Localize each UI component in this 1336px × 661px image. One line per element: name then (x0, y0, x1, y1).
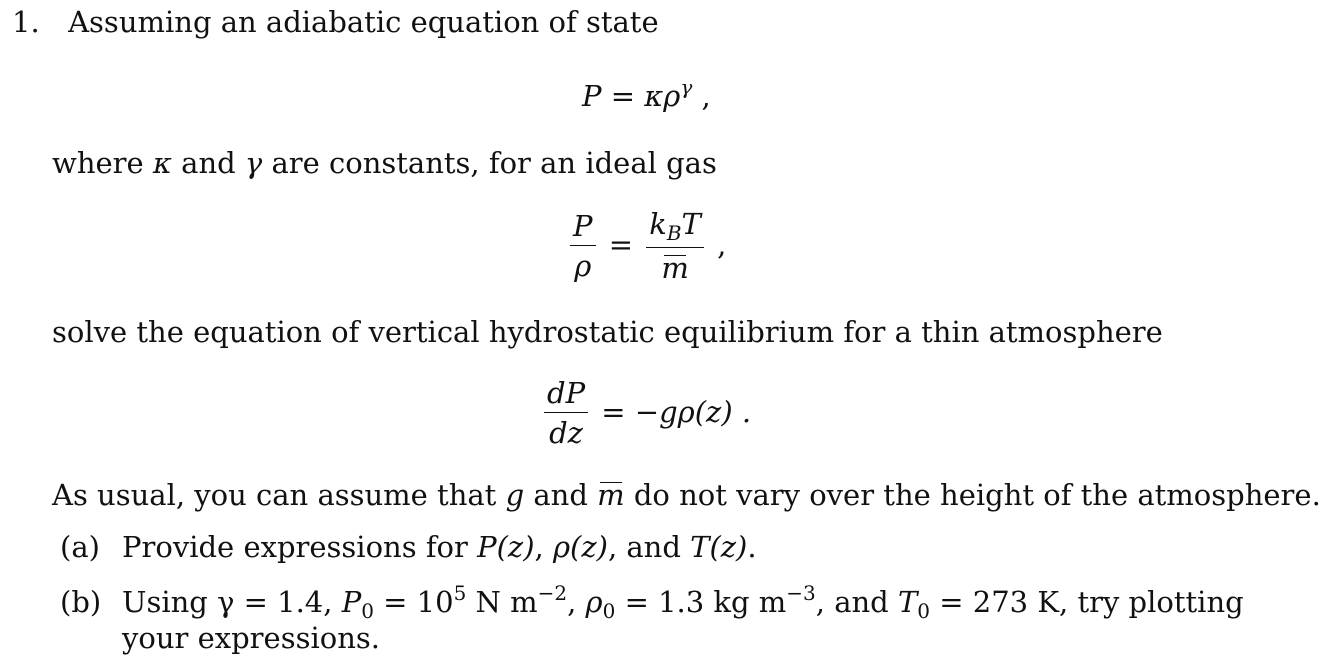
part-b-t-value: = 273 K, try plotting (939, 585, 1244, 619)
problem-intro-line (12, 6, 659, 39)
eq2-t: T (681, 207, 701, 241)
eq2-den-right (646, 248, 704, 285)
eq3-denominator: dz (549, 416, 583, 451)
part-b-rho-value: = 1.3 kg m (624, 585, 787, 619)
problem-number: 1. (12, 5, 40, 39)
usual-g: g (505, 478, 525, 512)
part-a-comma: , (534, 530, 544, 564)
usual-mbar: m (597, 478, 625, 512)
part-b-rho: ρ (585, 585, 603, 619)
part-b-line-2: your expressions. (122, 621, 380, 655)
part-b-gamma: γ = 1.4, (217, 585, 333, 619)
where-line (52, 147, 717, 180)
part-b-rho-sub: 0 (602, 599, 616, 623)
usual-text-2: and (533, 478, 588, 512)
where-text-2: and (181, 146, 236, 180)
eq2-equals: = (608, 227, 634, 262)
where-text-1: where (52, 146, 144, 180)
eq2-num-left: P (570, 210, 596, 246)
part-b-t-sub: 0 (917, 599, 931, 623)
part-b-p-unit-exp: −2 (537, 581, 568, 605)
eq1-equals: = (610, 79, 636, 113)
eq1-kappa: κ (644, 79, 664, 113)
part-a-and: , and (607, 530, 681, 564)
part-b-label: (b) (60, 585, 102, 619)
eq2-den-left: ρ (574, 249, 592, 284)
part-b-p-sub: 0 (361, 599, 374, 623)
eq2-fraction-left (570, 210, 596, 284)
eq3-fraction (544, 377, 588, 451)
part-b-t: T (897, 585, 918, 619)
part-b: (b) Using γ = 1.4, $P_0 = 10^5$ N $m^{-2}$, $\rho_0 = 1.3$ kg $m^{-3}$, and $T_0 = 273$ K, try plotting (60, 581, 1244, 623)
part-a (60, 531, 757, 564)
eq1-exponent: γ (680, 75, 693, 99)
usual-text-3: do not vary over the height of the atmosphere. (633, 478, 1321, 512)
part-b-p: P (341, 585, 362, 619)
where-gamma: γ (244, 146, 263, 180)
eq2-mbar: m (661, 251, 689, 285)
equation-ideal-gas (566, 208, 726, 285)
equation-adiabatic (582, 76, 711, 113)
usual-text-1: As usual, you can assume that (52, 478, 497, 512)
eq1-comma: , (701, 79, 711, 113)
part-b-text-1: Using (122, 585, 208, 619)
eq2-comma: , (717, 227, 727, 262)
eq3-numerator: dP (544, 377, 588, 413)
solve-line: solve the equation of vertical hydrostatic equilibrium for a thin atmosphere (52, 315, 1163, 349)
part-a-rhoz: ρ(z) (552, 530, 608, 564)
part-b-p-unit: N m (475, 585, 538, 619)
part-a-period: . (747, 530, 757, 564)
eq2-num-right (646, 208, 704, 248)
part-a-pz: P(z) (477, 530, 535, 564)
eq1-lhs: P (582, 79, 602, 113)
part-b-p-value: = 10 (383, 585, 454, 619)
problem-intro-text: Assuming an adiabatic equation of state (68, 5, 659, 39)
where-kappa: κ (152, 146, 172, 180)
part-b-and: , and (815, 585, 889, 619)
part-b-p-exp: 5 (453, 581, 467, 605)
usual-line (52, 479, 1321, 512)
eq3-rhs: = −gρ(z) . (601, 394, 752, 429)
eq1-rho: ρ (663, 79, 681, 113)
equation-hydrostatic (540, 377, 751, 451)
eq2-k-subscript: B (666, 221, 682, 245)
where-text-3: are constants, for an ideal gas (271, 146, 717, 180)
part-b-rho-exp: −3 (786, 581, 816, 605)
part-a-tz: T(z) (690, 530, 748, 564)
part-a-label: (a) (60, 530, 100, 564)
eq2-k: k (649, 207, 667, 241)
part-a-text-1: Provide expressions for (122, 530, 468, 564)
eq2-fraction-right (646, 208, 704, 285)
